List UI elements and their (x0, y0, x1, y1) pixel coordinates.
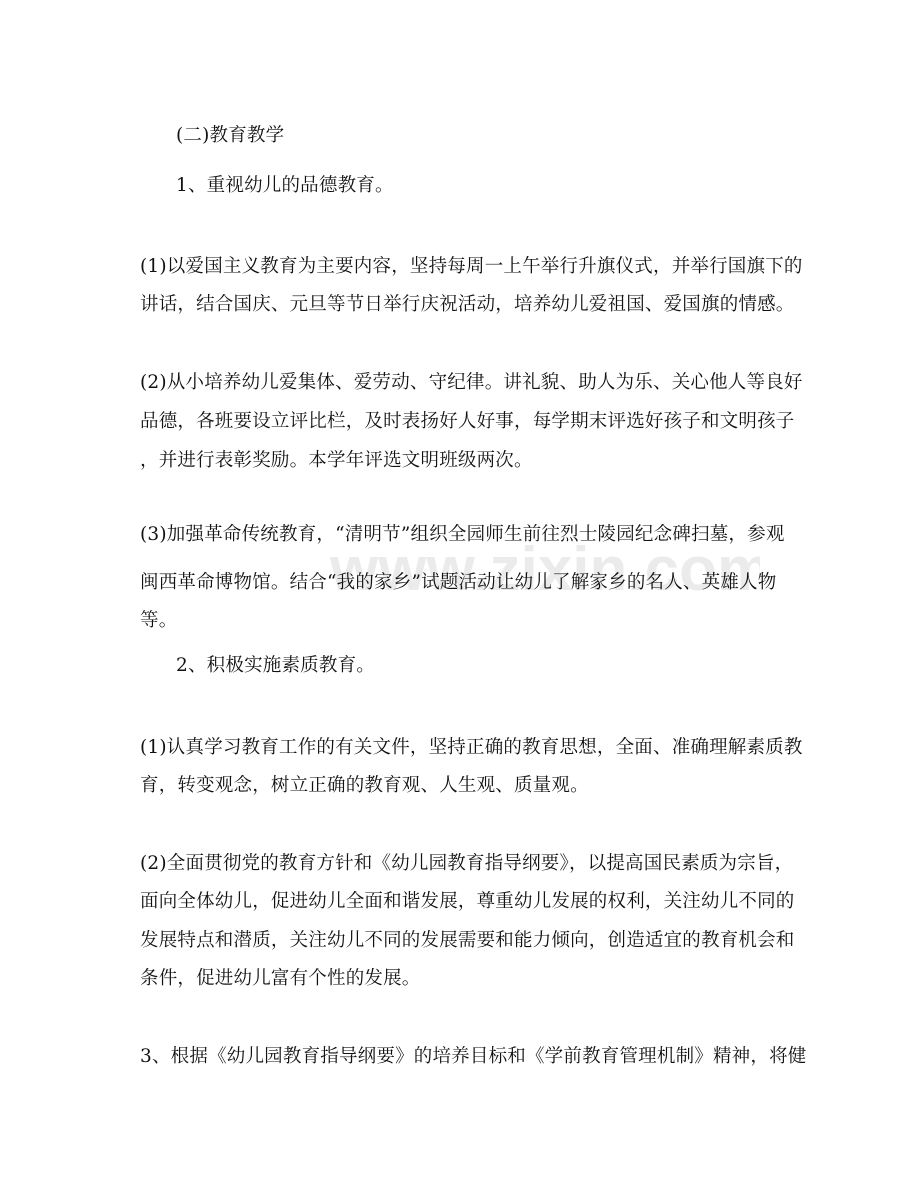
paragraph-line: 品德，各班要设立评比栏，及时表扬好人好事，每学期末评选好孩子和文明孩子 (140, 411, 795, 432)
paragraph-line: 条件，促进幼儿富有个性的发展。 (140, 968, 421, 989)
paragraph-line: ，并进行表彰奖励。本学年评选文明班级两次。 (140, 450, 533, 471)
paragraph-line: (1)以爱国主义教育为主要内容，坚持每周一上午举行升旗仪式，并举行国旗下的 (140, 256, 803, 277)
paragraph-line: (2)从小培养幼儿爱集体、爱劳动、守纪律。讲礼貌、助人为乐、关心他人等良好 (140, 372, 803, 393)
paragraph-line: 等。 (140, 610, 178, 631)
subheading-2: 2、积极实施素质教育。 (176, 655, 375, 676)
paragraph-line: 讲话，结合国庆、元旦等节日举行庆祝活动，培养幼儿爱祖国、爱国旗的情感。 (140, 294, 795, 315)
paragraph-line: (3)加强革命传统教育，“清明节”组织全园师生前往烈士陵园纪念碑扫墓，参观 (140, 524, 785, 545)
paragraph-line: 面向全体幼儿，促进幼儿全面和谐发展，尊重幼儿发展的权利，关注幼儿不同的 (140, 891, 795, 912)
watermark-text: www.zixin.com (330, 535, 760, 604)
paragraph-line: 闽西革命博物馆。结合“我的家乡”试题活动让幼儿了解家乡的名人、英雄人物 (140, 572, 777, 593)
paragraph-line: 发展特点和潜质，关注幼儿不同的发展需要和能力倾向，创造适宜的教育机会和 (140, 930, 795, 951)
paragraph-line: (1)认真学习教育工作的有关文件，坚持正确的教育思想，全面、准确理解素质教 (140, 737, 803, 758)
subheading-1: 1、重视幼儿的品德教育。 (176, 175, 394, 196)
paragraph-line: (2)全面贯彻党的教育方针和《幼儿园教育指导纲要》，以提高国民素质为宗旨， (140, 853, 794, 874)
paragraph-line: 育，转变观念，树立正确的教育观、人生观、质量观。 (140, 775, 589, 796)
section-heading: (二)教育教学 (176, 125, 285, 146)
paragraph-line: 3、根据《幼儿园教育指导纲要》的培养目标和《学前教育管理机制》精神，将健 (140, 1046, 807, 1067)
